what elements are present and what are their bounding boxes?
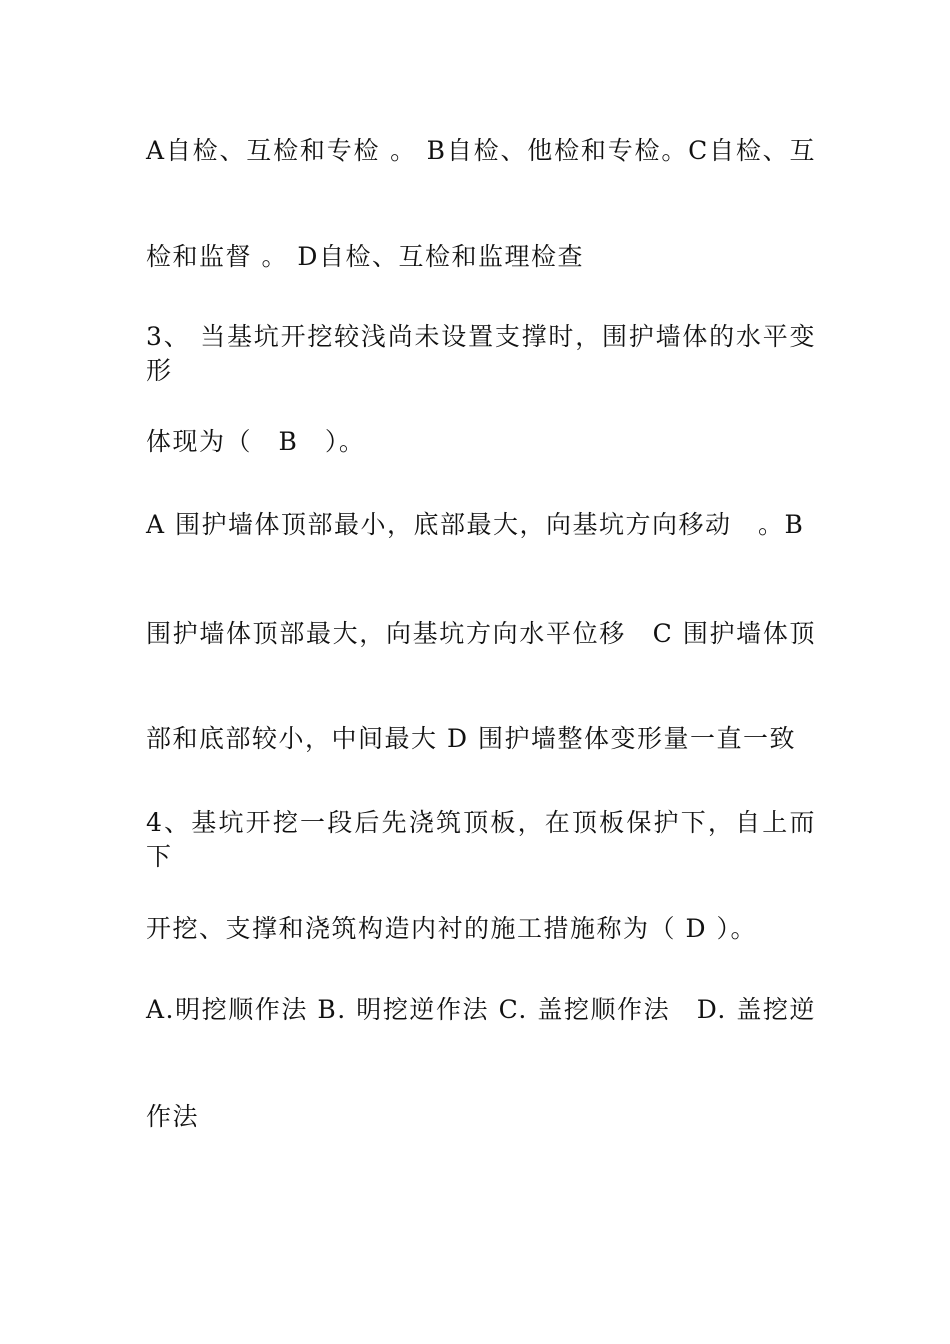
text-line-q4-question-1: 4、基坑开挖一段后先浇筑顶板，在顶板保护下，自上而下 xyxy=(146,808,816,871)
text-line-q4-options-2: 作法 xyxy=(146,1102,200,1131)
text-line-q3-options-3: 部和底部较小，中间最大 D 围护墙整体变形量一直一致 xyxy=(146,724,796,753)
text-line-q4-question-2: 开挖、支撑和浇筑构造内衬的施工措施称为（ D ）。 xyxy=(146,914,757,943)
text-line-q2-options-1: A自检、互检和专检 。 B自检、他检和专检。C自检、互 xyxy=(146,136,816,165)
text-line-q2-options-2: 检和监督 。 D自检、互检和监理检查 xyxy=(146,242,584,271)
text-line-q3-options-1: A 围护墙体顶部最小，底部最大，向基坑方向移动 。B xyxy=(146,510,805,539)
text-line-q3-question-2: 体现为（ B ）。 xyxy=(146,427,366,456)
text-line-q3-options-2: 围护墙体顶部最大，向基坑方向水平位移 C 围护墙体顶 xyxy=(146,619,816,648)
text-line-q4-options-1: A.明挖顺作法 B. 明挖逆作法 C. 盖挖顺作法 D. 盖挖逆 xyxy=(146,995,816,1024)
text-line-q3-question-1: 3、 当基坑开挖较浅尚未设置支撑时，围护墙体的水平变形 xyxy=(146,322,816,385)
